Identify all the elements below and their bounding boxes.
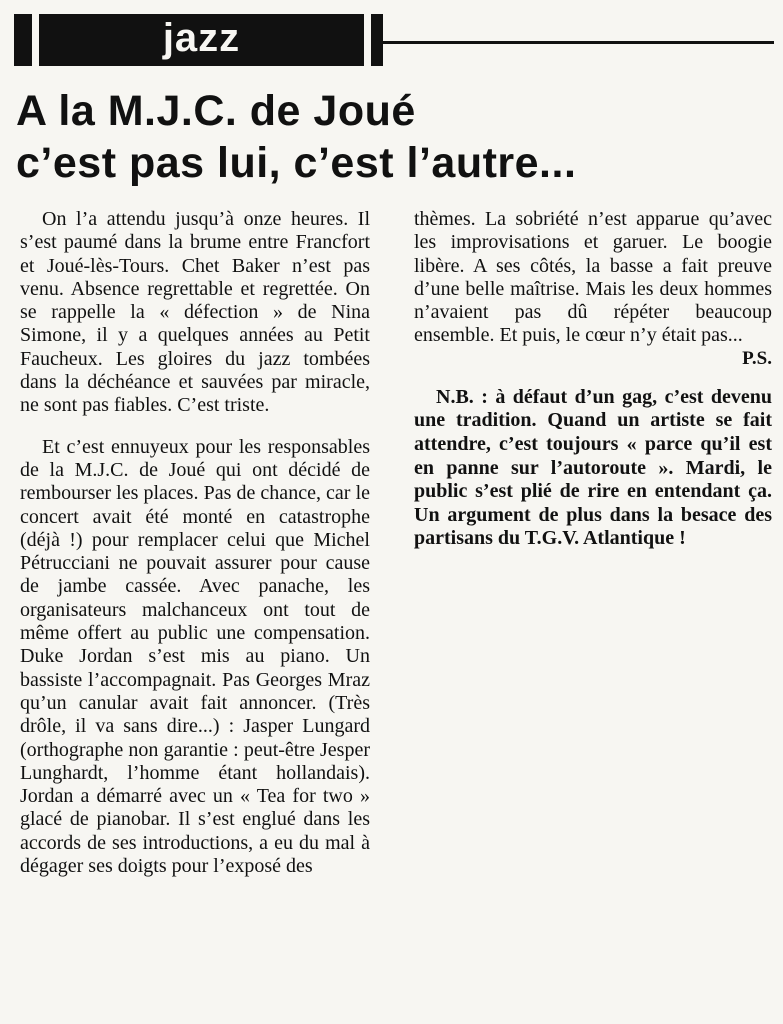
rubric-right-bar — [371, 14, 383, 66]
author-signature: P.S. — [742, 347, 772, 369]
right-column — [414, 208, 772, 551]
body-paragraph: On l’a attendu jusqu’à onze heures. Il s’est paumé dans la brume entre Francfort et Joué-lès-Tours. Chet Baker n’est pas venu. Absence regrettable et regrettée. On se rappelle la « défection » de Nina Simone, il y a quelques années au Petit Faucheux. Les gloires du jazz tombées dans la déchéance et sauvées par miracle, ne sont pas fiables. C’est triste. — [20, 208, 370, 417]
headline-line-1: A la M.J.C. de Joué — [16, 87, 416, 135]
body-paragraph: Et c’est ennuyeux pour les responsables de la M.J.C. de Joué qui ont décidé de rembourser les places. Pas de chance, car le concert avait été monté en catastrophe (déjà !) pour remplacer celui que Michel Pétrucciani ne pouvait assurer pour cause de jambe cassée. Avec panache, les organisateurs malchanceux ont tout de même offert au public une compensation. Duke Jordan s’est mis au piano. Un bassiste l’accompagnait. Pas Georges Mraz qu’un canular avait fait annoncer. (Très drôle, il va sans dire...) : Jasper Lungard (orthographe non garantie : peut-être Jesper Lunghardt, l’homme étant hollandais). Jordan a démarré avec un « Tea for two » glacé de pianobar. Il s’est englué dans les accords de ses introductions, a eu du mal à dégager ses doigts pour l’exposé des — [20, 435, 370, 878]
headline — [16, 85, 776, 189]
left-column — [20, 208, 370, 878]
nb-note: N.B. : à défaut d’un gag, c’est devenu une tradition. Quand un artiste se fait attendre, c’est toujours « parce qu’il est en panne sur l’autoroute ». Mardi, le public s’est plié de rire en entendant ça. Un argument de plus dans la besace des partisans du T.G.V. Atlantique ! — [414, 385, 772, 550]
headline-line-2: c’est pas lui, c’est l’autre... — [16, 139, 577, 187]
rubric-rule — [383, 41, 774, 44]
body-paragraph: thèmes. La sobriété n’est apparue qu’avec les improvisations et garuer. Le boogie libère. A ses côtés, la basse a fait preuve d’une belle maîtrise. Mais les deux hommes n’avaient pas dû répéter beaucoup ensemble. Et puis, le cœur n’y était pas... — [414, 208, 772, 347]
rubric-left-bar — [14, 14, 32, 66]
rubric-label: jazz — [39, 14, 364, 66]
rubric-banner — [14, 14, 774, 66]
